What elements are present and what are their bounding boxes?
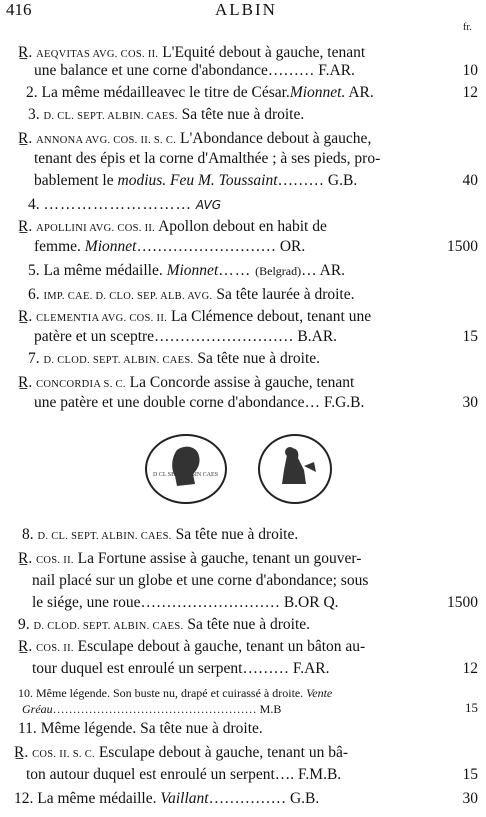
page-number: 416 xyxy=(6,0,32,19)
entry-line: ton autour duquel est enroulé un serpent…. F.M.B. xyxy=(26,766,342,783)
entry-line: 4. ……………………… AVG xyxy=(28,196,221,213)
medal-obverse-image xyxy=(145,434,227,504)
entry-line: 12. La même médaille. Vaillant…………… G.B. xyxy=(14,790,320,807)
entry-line: R̲. COS. II. La Fortune assise à gauche, tenant un gouver- xyxy=(18,550,362,567)
entry-value: 1500 xyxy=(447,594,478,611)
entry-value: 10 xyxy=(462,62,478,79)
entry-line: tenant des épis et la corne d'Amalthée ; à ses pieds, pro- xyxy=(34,150,381,167)
medal-legend-text: D CL SEPT ALBIN CAES xyxy=(153,472,219,478)
entry-line: 8. D. CL. SEPT. ALBIN. CAES. Sa tête nue à droite. xyxy=(22,526,299,543)
entry-value: 15 xyxy=(462,766,478,783)
entry-value: 15 xyxy=(465,700,478,715)
entry-line: 3. D. CL. SEPT. ALBIN. CAES. Sa tête nue à droite. xyxy=(28,106,305,123)
entry-line: une patère et une double corne d'abondance… F.G.B. xyxy=(34,394,365,411)
entry-value: 1500 xyxy=(447,238,478,255)
entry-value: 30 xyxy=(462,394,478,411)
currency-mark: fr. xyxy=(463,22,472,33)
entry-value: 30 xyxy=(462,790,478,807)
entry-line: R̲. COS. II. S. C. Esculape debout à gauche, tenant un bâ- xyxy=(14,744,349,761)
entry-line: une balance et une corne d'abondance……… F.AR. xyxy=(34,62,355,79)
entry-line: nail placé sur un globe et une corne d'abondance; sous xyxy=(32,572,369,589)
entry-line: patère et un sceptre……………………… B.AR. xyxy=(34,328,338,345)
entry-line: 11. Même légende. Sa tête nue à droite. xyxy=(18,720,263,737)
entry-line: R̲. ANNONA AVG. COS. II. S. C. L'Abondance debout à gauche, xyxy=(18,130,372,147)
entry-line: 7. D. CLOD. SEPT. ALBIN. CAES. Sa tête nue à droite. xyxy=(28,350,321,367)
entry-line: femme. Mionnet……………………… OR. xyxy=(34,238,306,255)
page-title: ALBIN xyxy=(215,0,277,19)
entry-line: R̲. CONCORDIA S. C. La Concorde assise à gauche, tenant xyxy=(18,374,355,391)
entry-value: 15 xyxy=(462,328,478,345)
medal-reverse-drawing xyxy=(260,436,330,502)
entry-line: 5. La même médaille. Mionnet…… (Belgrad)… AR. xyxy=(28,262,346,279)
entry-line: 2. La même médailleavec le titre de César.Mionnet. AR. xyxy=(26,84,374,101)
entry-line: R̲. AEQVITAS AVG. COS. II. L'Equité debout à gauche, tenant xyxy=(18,44,366,61)
entry-line: le siége, une roue……………………… B.OR Q. xyxy=(32,594,339,611)
entry-line: 9. D. CLOD. SEPT. ALBIN. CAES. Sa tête nue à droite. xyxy=(18,616,311,633)
entry-line: Gréau…………………………………………… M.B xyxy=(22,702,282,716)
medal-obverse-drawing xyxy=(147,436,225,502)
entry-value: 40 xyxy=(462,172,478,189)
entry-line: 6. IMP. CAE. D. CLO. SEP. ALB. AVG. Sa tête laurée à droite. xyxy=(28,286,355,303)
entry-line: R̲. COS. II. Esculape debout à gauche, tenant un bâton au- xyxy=(18,638,366,655)
entry-line: tour duquel est enroulé un serpent……… F.AR. xyxy=(32,660,330,677)
entry-value: 12 xyxy=(462,660,478,677)
entry-line: R̲. APOLLINI AVG. COS. II. Apollon debout en habit de xyxy=(18,218,327,235)
entry-line: R̲. CLEMENTIA AVG. COS. II. La Clémence debout, tenant une xyxy=(18,308,372,325)
entry-value: 12 xyxy=(462,84,478,101)
medal-reverse-image xyxy=(258,434,332,504)
entry-line: bablement le modius. Feu M. Toussaint……… G.B. xyxy=(34,172,358,189)
entry-line: 10. Même légende. Son buste nu, drapé et cuirassé à droite. Vente xyxy=(18,686,333,700)
